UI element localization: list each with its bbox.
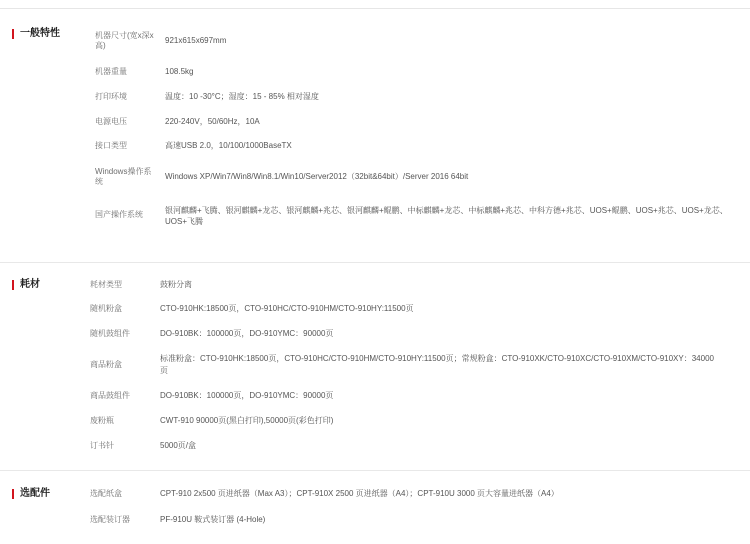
spec-label: 随机鼓组件 [90, 329, 130, 338]
spec-value: Windows XP/Win7/Win8/Win8.1/Win10/Server2012（32bit&64bit）/Server 2016 64bit [165, 172, 469, 181]
section-title-general: 一般特性 [12, 28, 60, 40]
spec-label: 接口类型 [95, 141, 127, 150]
spec-value: CPT-910 2x500 页进纸器（Max A3）；CPT-910X 2500 页进纸器（A4）；CPT-910U 3000 页大容量进纸器（A4） [160, 489, 559, 498]
spec-value: 温度：10 -30°C；湿度：15 - 85% 相对湿度 [165, 92, 319, 101]
spec-label: 耗材类型 [90, 280, 122, 289]
spec-label: 订书针 [90, 441, 114, 450]
spec-label: 商品粉盒 [90, 360, 122, 369]
spec-label: 电源电压 [95, 117, 127, 126]
spec-label: 机器重量 [95, 67, 127, 76]
spec-value: PF-910U 鞍式装订器 (4-Hole) [160, 515, 266, 524]
spec-value: CTO-910HK:18500页，CTO-910HC/CTO-910HM/CTO-910HY:11500页 [160, 304, 414, 313]
spec-label: 随机粉盒 [90, 304, 122, 313]
spec-label: 国产操作系统 [95, 210, 143, 219]
section-title-consumables: 耗材 [12, 279, 40, 291]
section-divider [0, 470, 750, 471]
spec-value: 银河麒麟+飞腾、银河麒麟+龙芯、银河麒麟+兆芯、银河麒麟+鲲鹏、中标麒麟+龙芯、中标麒麟+兆芯、中科方德+兆芯、UOS+鲲鹏、UOS+兆芯、UOS+龙芯、UOS+飞腾 [165, 206, 728, 226]
spec-label: Windows操作系统 [95, 167, 152, 186]
section-title-options: 选配件 [12, 488, 50, 500]
spec-label: 机器尺寸(宽x深x高) [95, 31, 154, 50]
spec-label: 商品鼓组件 [90, 391, 130, 400]
spec-value: DO-910BK：100000页，DO-910YMC：90000页 [160, 391, 334, 400]
spec-value: 220-240V，50/60Hz，10A [165, 117, 260, 126]
spec-label: 选配纸盒 [90, 489, 122, 498]
spec-value: 5000页/盒 [160, 441, 197, 450]
spec-value: CWT-910 90000页(黑白打印),50000页(彩色打印) [160, 416, 334, 425]
spec-value: 标准粉盒：CTO-910HK:18500页，CTO-910HC/CTO-910HM/CTO-910HY:11500页；常规粉盒：CTO-910XK/CTO-910XC/CTO-910XM/CTO-910XY：34000页 [160, 354, 714, 375]
section-divider [0, 262, 750, 263]
spec-label: 打印环境 [95, 92, 127, 101]
spec-label: 选配装订器 [90, 515, 130, 524]
spec-value: 高速USB 2.0，10/100/1000BaseTX [165, 141, 292, 150]
spec-value: 921x615x697mm [165, 36, 227, 45]
spec-value: DO-910BK：100000页，DO-910YMC：90000页 [160, 329, 334, 338]
top-divider [0, 8, 750, 9]
spec-value: 鼓粉分离 [160, 280, 192, 289]
spec-value: 108.5kg [165, 67, 194, 76]
spec-label: 废粉瓶 [90, 416, 114, 425]
